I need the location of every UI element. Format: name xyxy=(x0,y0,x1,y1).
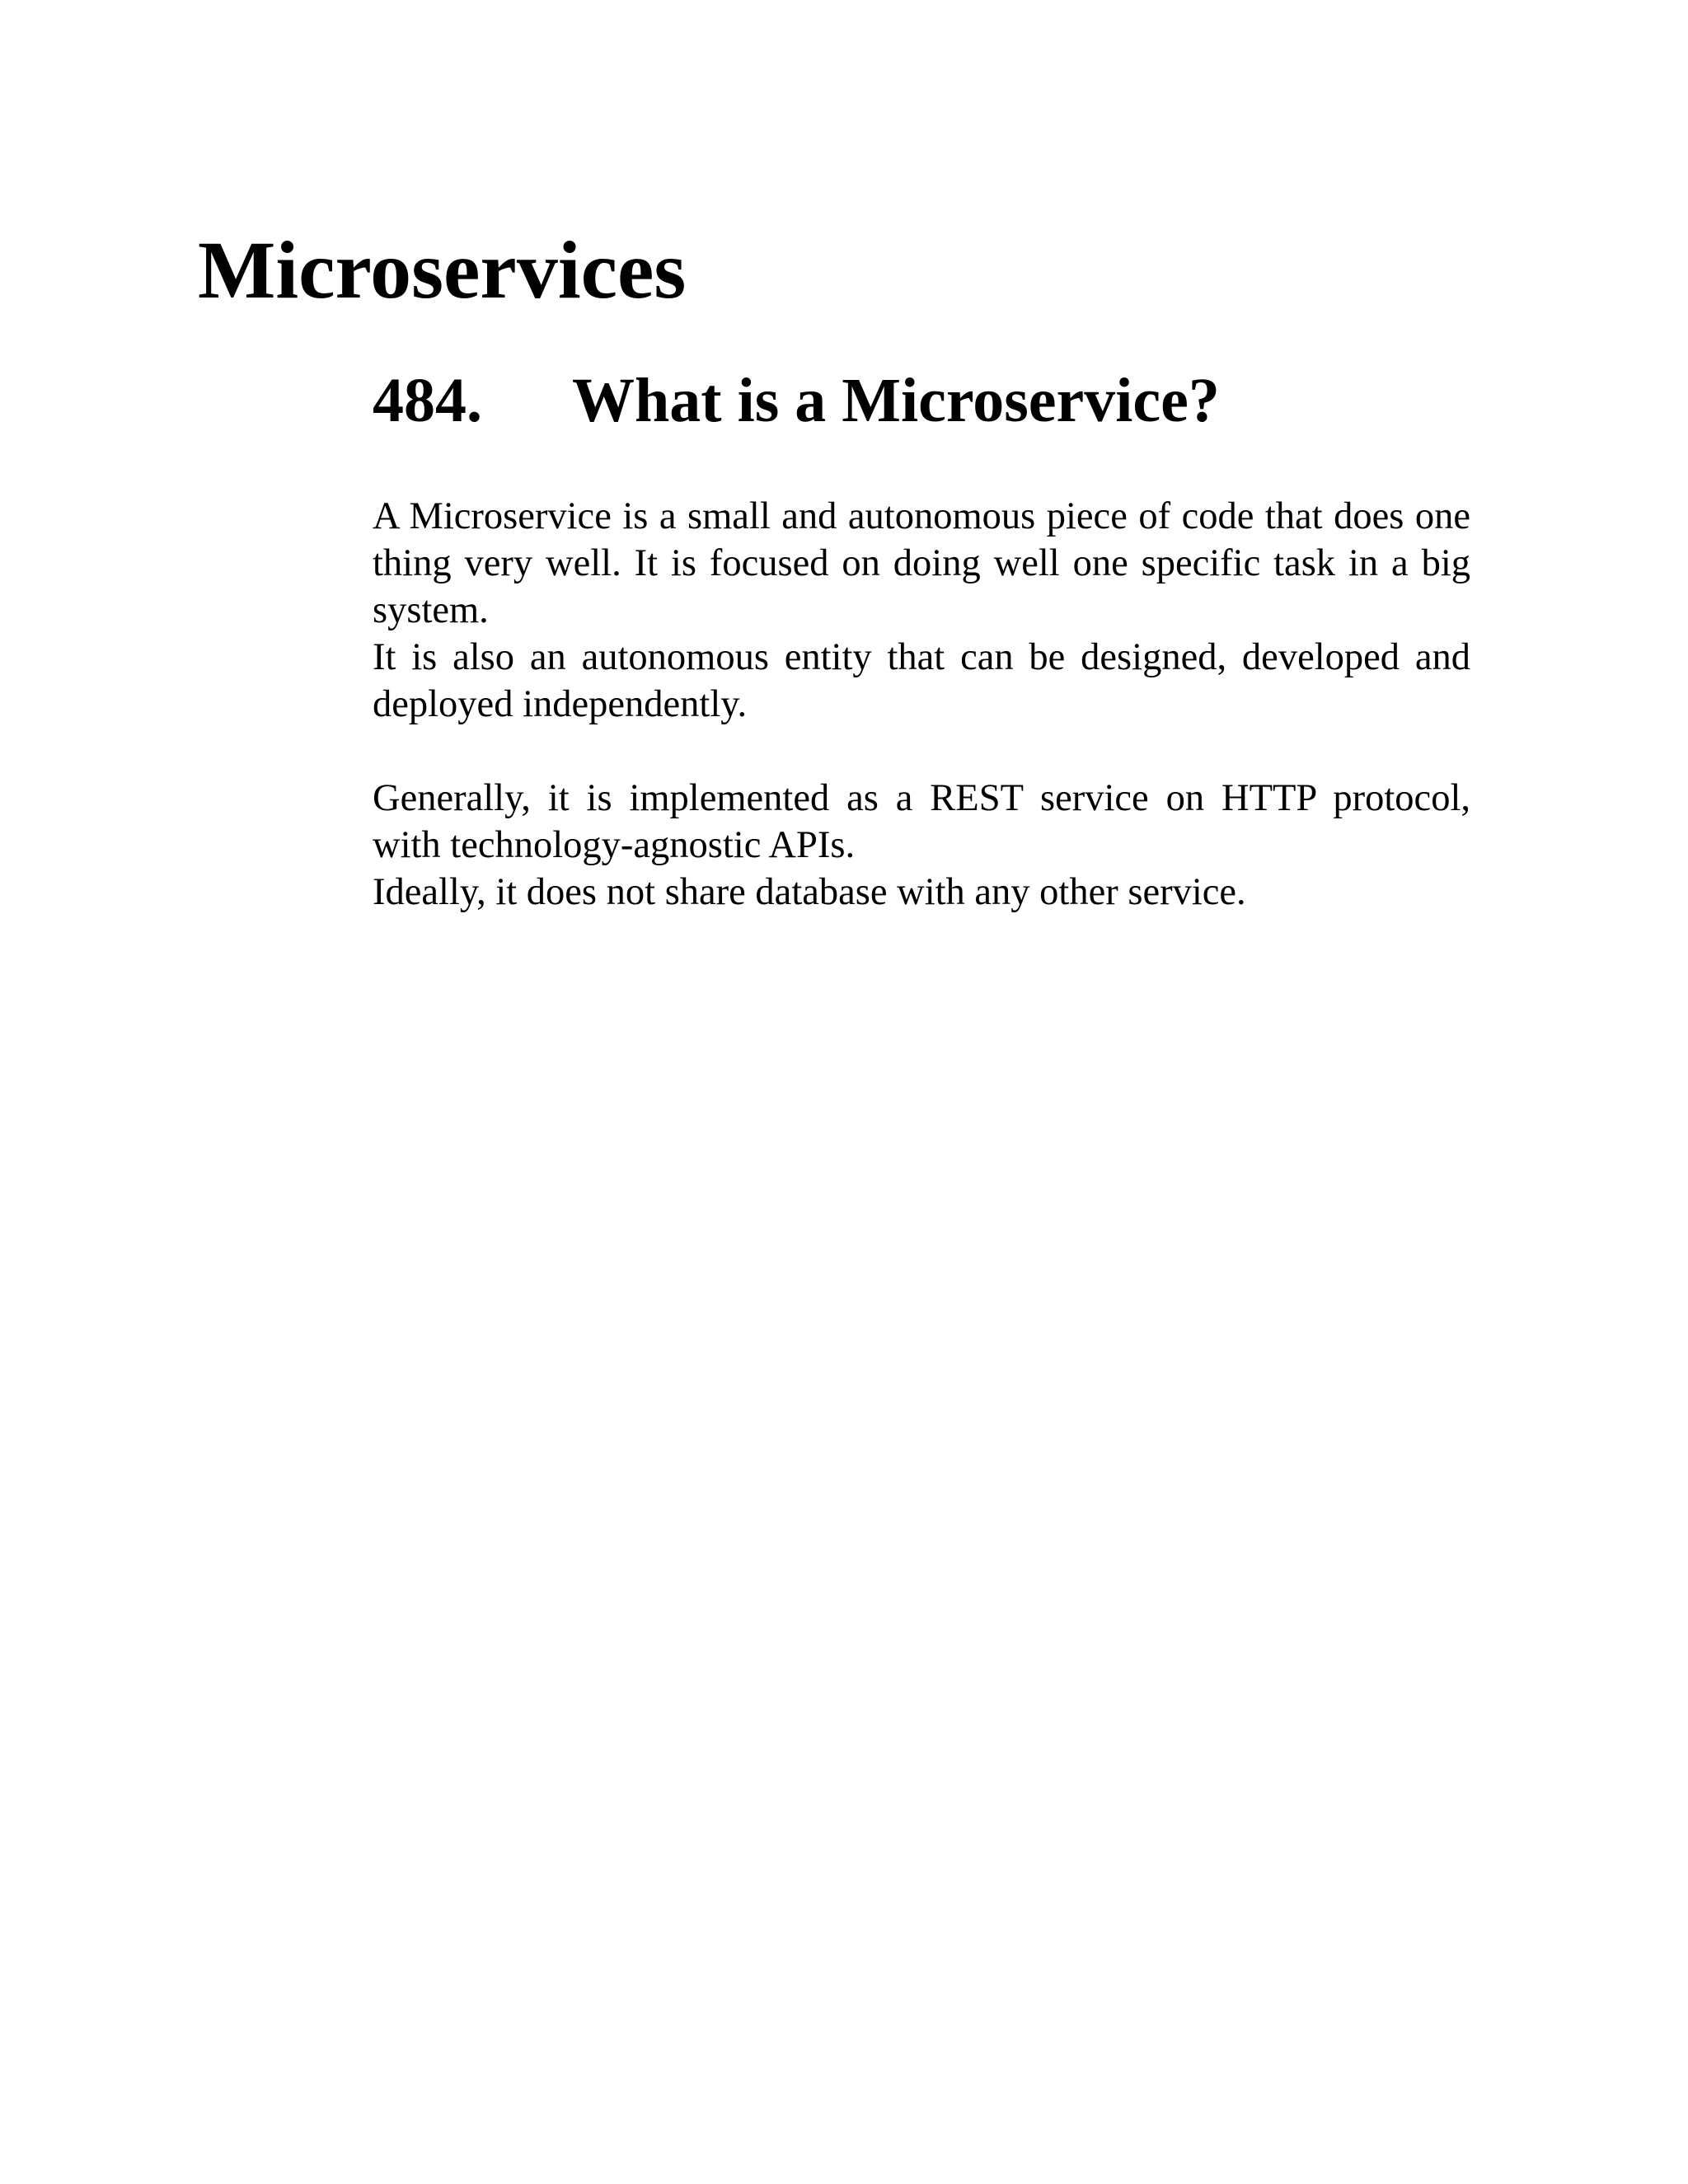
body-paragraph-implementation: Generally, it is implemented as a REST service on HTTP protocol, with technology-agnostic APIs. xyxy=(373,777,1470,866)
section-number: 484. xyxy=(373,366,482,435)
section-heading xyxy=(373,366,1220,435)
body-paragraph-definition: A Microservice is a small and autonomous piece of code that does one thing very well. It is focused on doing well one specific task in a big system. xyxy=(373,495,1470,631)
body-paragraph-autonomy: It is also an autonomous entity that can be designed, developed and deployed independently. xyxy=(373,636,1470,725)
chapter-title: Microservices xyxy=(198,224,687,316)
section-title: What is a Microservice? xyxy=(572,366,1220,435)
paragraph-spacer xyxy=(373,728,1470,775)
section-body xyxy=(373,493,1470,916)
body-paragraph-database: Ideally, it does not share database with any other service. xyxy=(373,871,1246,913)
